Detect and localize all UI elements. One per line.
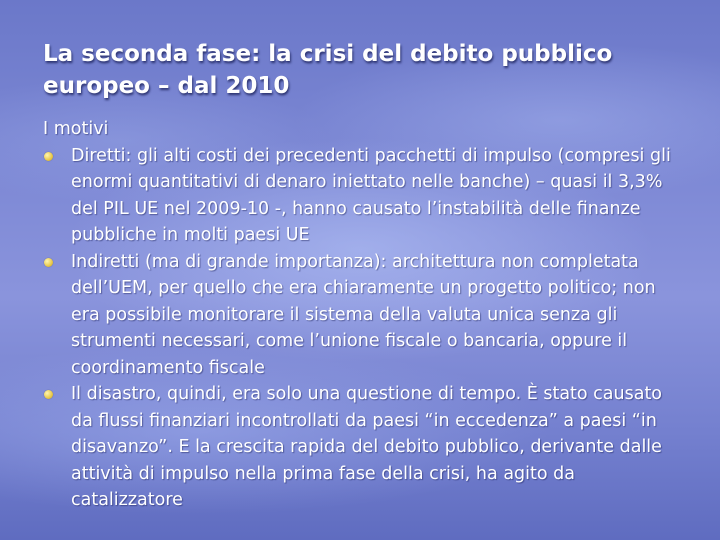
bullet-item-indirect	[43, 249, 683, 382]
bullet-icon	[44, 390, 53, 399]
bullet-item-direct	[43, 143, 683, 249]
slide-content	[43, 116, 683, 514]
bullet-icon	[44, 152, 53, 161]
bullet-icon	[44, 258, 53, 267]
slide-title: La seconda fase: la crisi del debito pubblico europeo – dal 2010	[43, 41, 613, 99]
intro-text: I motivi	[43, 119, 109, 139]
bullet-list	[43, 143, 683, 514]
bullet-text: Indiretti (ma di grande importanza): architettura non completata dell’UEM, per quello che era chiaramente un progetto politico; non era possibile monitorare il sistema della valuta unica senza gli strumenti necessari, come l’unione fiscale o bancaria, oppure il coordinamento fiscale	[71, 251, 656, 378]
bullet-item-disaster	[43, 381, 683, 514]
bullet-text: Diretti: gli alti costi dei precedenti pacchetti di impulso (compresi gli enormi quantitativi di denaro iniettato nelle banche) – quasi il 3,3% del PIL UE nel 2009-10 -, hanno causato l’instabilità delle finanze pubbliche in molti paesi UE	[71, 145, 671, 245]
bullet-text: Il disastro, quindi, era solo una questione di tempo. È stato causato da flussi finanziari incontrollati da paesi “in eccedenza” a paesi “in disavanzo”. E la crescita rapida del debito pubblico, derivante dalle attività di impulso nella prima fase della crisi, ha agito da catalizzatore	[71, 384, 663, 510]
